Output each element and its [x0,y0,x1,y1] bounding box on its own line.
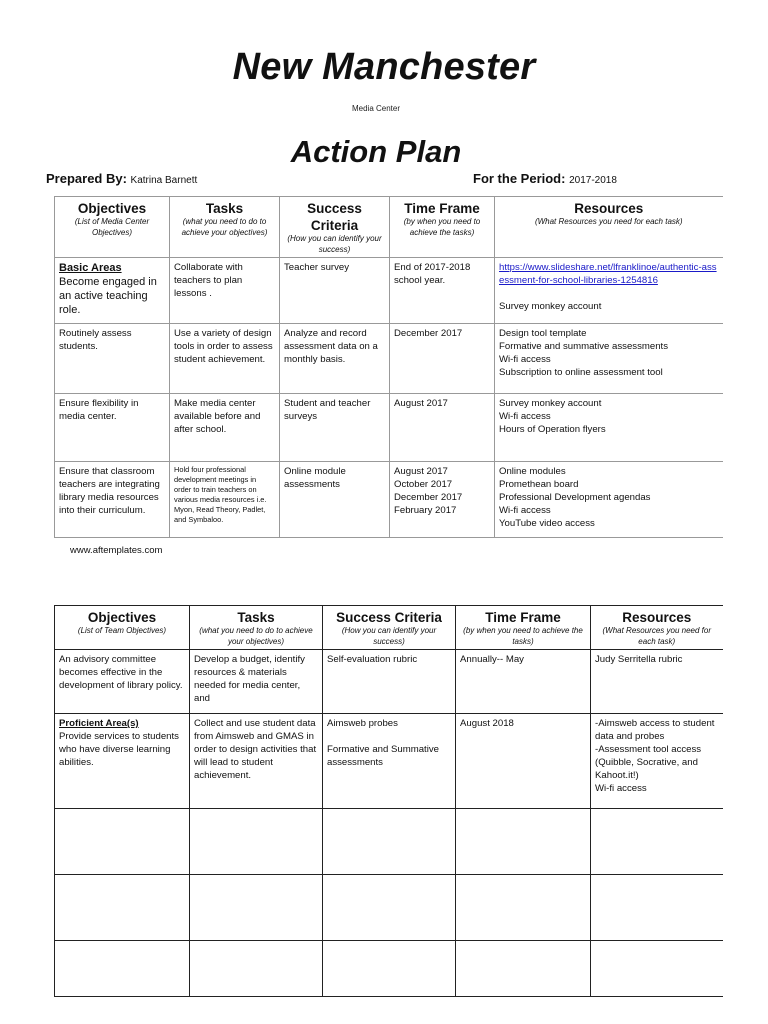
table-row [55,650,723,714]
header-tasks: Tasks (what you need to do to achieve your objectives) [170,197,280,258]
criteria-cell [323,809,456,875]
table-row [55,258,723,324]
timeframe-cell: Annually-- May [456,650,591,714]
timeframe-item: August 2017 [394,466,448,477]
resource-link[interactable]: https://www.slideshare.net/lfranklinoe/authentic-assessment-for-school-libraries-1254816 [499,262,717,286]
table-row-empty [55,875,723,941]
resource-item: Wi-fi access [499,354,551,365]
header-resources: Resources (What Resources you need for each task) [495,197,723,258]
header-time-frame: Time Frame (by when you need to achieve the tasks) [390,197,495,258]
timeframe-item: October 2017 [394,479,453,490]
resource-item: -Aimsweb access to student data and probes [595,718,715,742]
table-row-empty [55,941,723,997]
prepared-value: Katrina Barnett [130,175,198,186]
timeframe-cell: August 2018 [456,714,591,809]
header-time-frame: Time Frame (by when you need to achieve the tasks) [456,606,591,650]
prepared-by [46,171,197,186]
timeframe-cell [456,875,591,941]
header-objectives: Objectives (List of Media Center Objectives) [55,197,170,258]
table-row [55,714,723,809]
header-success-criteria: Success Criteria (How you can identify your success) [280,197,390,258]
objective-cell: An advisory committee becomes effective in the development of library policy. [55,650,190,714]
timeframe-cell [390,462,495,538]
objective-cell [55,809,190,875]
criteria-cell: Teacher survey [280,258,390,324]
resource-item: Design tool template [499,328,587,339]
header-tasks: Tasks (what you need to do to achieve your objectives) [190,606,323,650]
document-title: New Manchester [232,46,536,88]
timeframe-item: February 2017 [394,505,457,516]
table-row [55,394,723,462]
resources-cell [591,875,723,941]
resource-item: Hours of Operation flyers [499,424,606,435]
resource-item: Promethean board [499,479,579,490]
table-header-row [55,197,723,258]
task-cell: Collect and use student data from Aimsweb and GMAS in order to design activities that will lead to student achievement. [190,714,323,809]
resources-cell: Judy Serritella rubric [591,650,723,714]
resources-cell [591,714,723,809]
task-cell [190,809,323,875]
resource-item: Wi-fi access [499,505,551,516]
criteria-cell [323,714,456,809]
objective-area-title: Proficient Area(s) [59,718,139,729]
period-value: 2017-2018 [569,175,617,186]
task-cell: Hold four professional development meetings in order to train teachers on various media resources i.e. Myon, Read Theory, Padlet, and Symbaloo. [170,462,280,538]
objective-text: Become engaged in an active teaching role. [59,276,157,316]
resources-cell [495,258,723,324]
header-objectives: Objectives (List of Team Objectives) [55,606,190,650]
objective-cell [55,714,190,809]
objective-cell [55,941,190,997]
timeframe-cell: End of 2017-2018 school year. [390,258,495,324]
timeframe-item: December 2017 [394,492,463,503]
resources-cell [591,941,723,997]
resource-item: Online modules [499,466,566,477]
period-label: For the Period: [473,171,566,186]
criteria-cell: Online module assessments [280,462,390,538]
resource-item: Formative and summative assessments [499,341,669,352]
resource-item: Professional Development agendas [499,492,651,503]
objective-cell: Routinely assess students. [55,324,170,394]
task-cell [190,941,323,997]
task-cell: Develop a budget, identify resources & materials needed for media center, and [190,650,323,714]
resource-item: Survey monkey account [499,301,602,312]
criteria-cell: Student and teacher surveys [280,394,390,462]
table-row [55,324,723,394]
resources-cell [495,324,723,394]
prepared-label: Prepared By: [46,171,127,186]
resource-item: Wi-fi access [499,411,551,422]
document-subtitle: Media Center [351,104,401,113]
criteria-cell: Self-evaluation rubric [323,650,456,714]
objective-area-title: Basic Areas [59,262,122,274]
criteria-cell [323,875,456,941]
resources-cell [495,394,723,462]
media-center-plan-table [54,196,723,538]
table-row-empty [55,809,723,875]
task-cell: Use a variety of design tools in order to assess student achievement. [170,324,280,394]
resources-cell [591,809,723,875]
criteria-cell [323,941,456,997]
timeframe-cell: December 2017 [390,324,495,394]
objective-cell [55,875,190,941]
header-resources: Resources (What Resources you need for each task) [591,606,723,650]
table-row [55,462,723,538]
timeframe-cell [456,941,591,997]
resource-item: Subscription to online assessment tool [499,367,663,378]
criteria-item: Formative and Summative assessments [327,744,439,768]
table-header-row [55,606,723,650]
objective-cell: Ensure that classroom teachers are integrating library media resources into their curriculum. [55,462,170,538]
resource-item: -Assessment tool access (Quibble, Socrative, and Kahoot.it!) [595,744,702,781]
objective-cell: Ensure flexibility in media center. [55,394,170,462]
timeframe-cell: August 2017 [390,394,495,462]
resources-cell [495,462,723,538]
task-cell: Collaborate with teachers to plan lessons . [170,258,280,324]
objective-cell [55,258,170,324]
header-success-criteria: Success Criteria (How you can identify your success) [323,606,456,650]
criteria-item: Aimsweb probes [327,718,398,729]
task-cell: Make media center available before and after school. [170,394,280,462]
objective-text: Provide services to students who have diverse learning abilities. [59,731,179,768]
team-plan-table [54,605,723,997]
footer-source: www.aftemplates.com [70,545,163,556]
resource-item: Wi-fi access [595,783,647,794]
period [473,171,617,186]
resource-item: YouTube video access [499,518,595,529]
resource-item: Survey monkey account [499,398,602,409]
timeframe-cell [456,809,591,875]
criteria-cell: Analyze and record assessment data on a monthly basis. [280,324,390,394]
task-cell [190,875,323,941]
plan-title: Action Plan [290,134,462,169]
